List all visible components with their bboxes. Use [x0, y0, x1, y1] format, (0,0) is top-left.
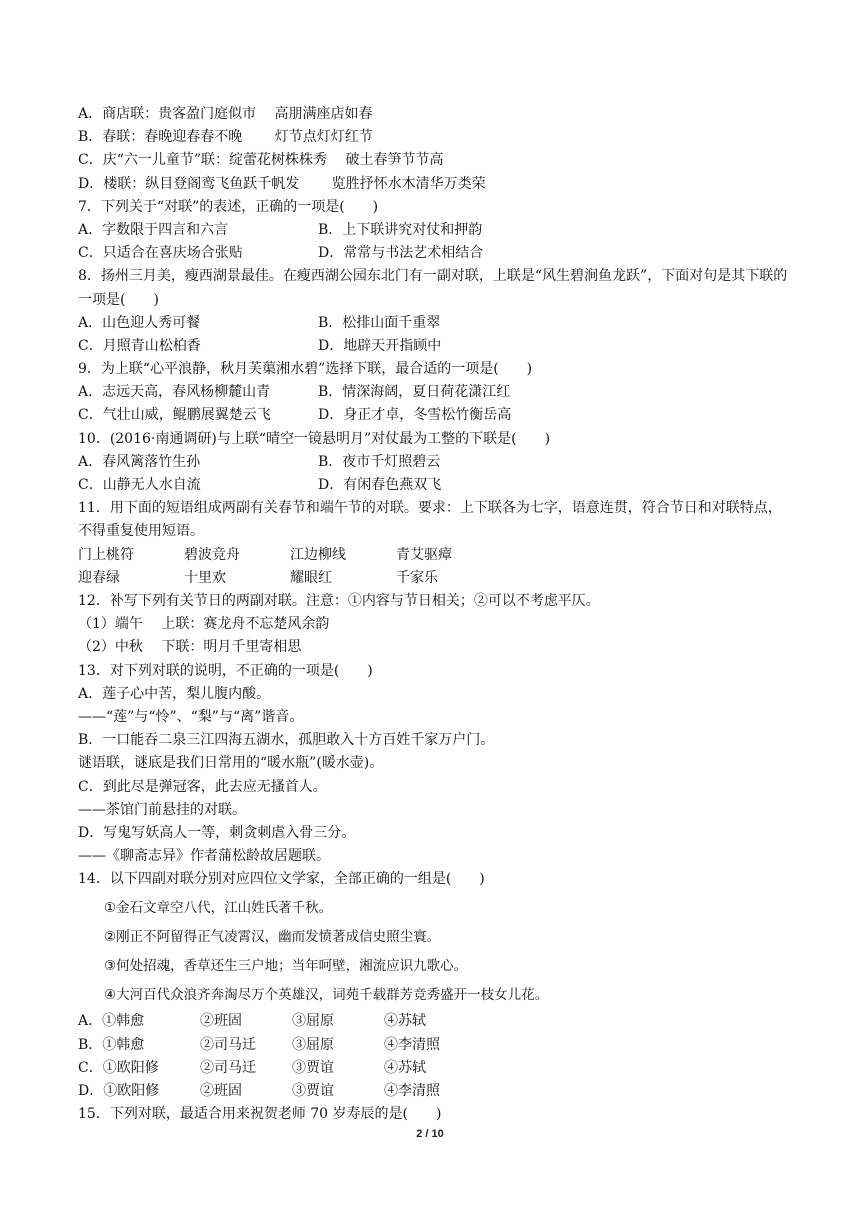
option-a-4: ④苏轼	[384, 1013, 426, 1030]
question-8-options	[78, 312, 790, 335]
question-7-stem: 7．下列关于“对联”的表述，正确的一项是( )	[78, 198, 379, 215]
phrase: 青艾驱瘴	[396, 546, 452, 563]
phrase: 迎春绿	[78, 569, 120, 586]
phrase-row	[78, 567, 790, 590]
option-line: C．庆“六一儿童节”联：绽蕾花树株株秀 破土春笋节节高	[78, 152, 444, 169]
question-14-option	[78, 1057, 790, 1080]
option-d-1: D．①欧阳修	[78, 1083, 160, 1099]
question-9-options	[78, 381, 790, 404]
option-a-3: ③屈原	[292, 1013, 334, 1030]
question-8-stem: 8．扬州三月美，瘦西湖景最佳。在瘦西湖公园东北门有一副对联，上联是“风生碧涧鱼龙跃”，下面对句是其下联的一项是( )	[78, 268, 788, 308]
option-d-3: ③贾谊	[292, 1083, 334, 1099]
phrase: 江边柳线	[290, 546, 346, 563]
question-10-options	[78, 474, 790, 497]
option-line: ——《聊斋志异》作者蒲松龄故居题联。	[78, 848, 330, 865]
option-line: B．春联：春晚迎春春不晚 灯节点灯灯红节	[78, 129, 373, 146]
option: D．地辟天开指顾中	[318, 337, 442, 354]
option: A．志远天高，春风杨柳麓山青	[78, 384, 271, 401]
option-line: C．到此尽是弹冠客，此去应无搔首人。	[78, 778, 327, 795]
option: D．身正才卓，冬雪松竹衡岳高	[318, 407, 512, 424]
option: B．松排山面千重翠	[318, 314, 441, 331]
phrase: 耀眼红	[290, 569, 332, 586]
phrase-row	[78, 544, 790, 567]
couplet-text: ②刚正不阿留得正气凌霄汉，幽而发愤著成信史照尘寰。	[104, 929, 441, 946]
option-line: ——茶馆门前悬挂的对联。	[78, 801, 246, 818]
page-number: 2 / 10	[416, 1128, 444, 1140]
question-11-stem: 11．用下面的短语组成两副有关春节和端午节的对联。要求：上下联各为七字，语意连贯，符合节日和对联特点，不得重复使用短语。	[78, 500, 782, 540]
option: C．气壮山威，鲲鹏展翼楚云飞	[78, 407, 271, 424]
option-d-2: ②班固	[200, 1083, 242, 1099]
option-b-3: ③屈原	[292, 1036, 334, 1053]
option-a-1: A．①韩愈	[78, 1013, 145, 1030]
question-14-option	[78, 1034, 790, 1057]
phrase: 门上桃符	[78, 546, 134, 563]
option-line: A．莲子心中苦，梨儿腹内酸。	[78, 685, 271, 702]
option-line: D．写鬼写妖高人一等，刺贪刺虐入骨三分。	[78, 824, 356, 841]
question-10-options	[78, 451, 790, 474]
couplet-text: ③何处招魂，香草还生三户地；当年呵壁，湘流应识九歌心。	[104, 958, 468, 975]
question-14-stem: 14．以下四副对联分别对应四位文学家，全部正确的一组是( )	[78, 871, 485, 888]
option-c-3: ③贾谊	[292, 1059, 334, 1076]
option: C．月照青山松柏香	[78, 337, 201, 354]
phrase: 十里欢	[184, 569, 226, 586]
option-d-4: ④李清照	[384, 1083, 440, 1099]
option: B．情深海阔，夏日荷花潇江红	[318, 384, 511, 401]
question-15-stem: 15．下列对联，最适合用来祝贺老师 70 岁寿辰的是( )	[78, 1106, 442, 1123]
option-line: ——“莲”与“怜”、“梨”与“离”谐音。	[78, 708, 304, 725]
couplet-item: （2）中秋 下联：明月千里寄相思	[78, 639, 302, 656]
option: B．上下联讲究对仗和押韵	[318, 221, 483, 238]
option-c-2: ②司马迁	[200, 1059, 256, 1076]
option-line: A．商店联：贵客盈门庭似市 高朋满座店如春	[78, 106, 373, 122]
question-13-stem: 13．对下列对联的说明，不正确的一项是( )	[78, 662, 373, 679]
question-9-options	[78, 404, 790, 427]
option-b-2: ②司马迁	[200, 1036, 256, 1053]
question-14-option	[78, 1080, 790, 1103]
question-10-stem: 10．(2016·南通调研)与上联“晴空一镜悬明月”对仗最为工整的下联是( )	[78, 430, 551, 447]
option-c-1: C．①欧阳修	[78, 1059, 159, 1076]
couplet-text: ④大河百代众浪齐奔淘尽万个英雄汉，词苑千载群芳竞秀盛开一枝女儿花。	[104, 987, 549, 1004]
option-line: 谜语联，谜底是我们日常用的“暖水瓶”(暖水壶)。	[78, 755, 384, 772]
couplet-text: ①金石文章空八代，江山姓氏著千秋。	[104, 900, 333, 917]
option: D．常常与书法艺术相结合	[318, 245, 484, 262]
option: D．有闲春色燕双飞	[318, 477, 442, 494]
option-line: B．一口能吞二泉三江四海五湖水，孤胆敢入十方百姓千家万户门。	[78, 732, 495, 749]
option: C．山静无人水自流	[78, 477, 201, 494]
question-7-options	[78, 242, 790, 265]
question-14-option	[78, 1010, 790, 1033]
option-b-1: B．①韩愈	[78, 1036, 145, 1053]
option: B．夜市千灯照碧云	[318, 453, 441, 470]
document-page	[78, 103, 790, 1126]
question-8-options	[78, 335, 790, 358]
option-line: D．楼联：纵目登阁鸾飞鱼跃千帆发 览胜抒怀水木清华万类荣	[78, 175, 486, 192]
option: C．只适合在喜庆场合张贴	[78, 245, 243, 262]
option: A．字数限于四言和六言	[78, 221, 229, 238]
question-12-stem: 12．补写下列有关节日的两副对联。注意：①内容与节日相关；②可以不考虑平仄。	[78, 593, 600, 609]
option-a-2: ②班固	[200, 1013, 242, 1030]
phrase: 碧波竞舟	[184, 546, 240, 563]
option-b-4: ④李清照	[384, 1036, 440, 1053]
question-7-options	[78, 219, 790, 242]
couplet-item: （1）端午 上联：赛龙舟不忘楚风余韵	[78, 616, 330, 633]
question-9-stem: 9．为上联“心平浪静，秋月芙蕖湘水碧”选择下联，最合适的一项是( )	[78, 361, 533, 378]
option: A．山色迎人秀可餐	[78, 314, 201, 331]
phrase: 千家乐	[396, 569, 438, 586]
option-c-4: ④苏轼	[384, 1059, 426, 1076]
option: A．春风篱落竹生孙	[78, 453, 201, 470]
